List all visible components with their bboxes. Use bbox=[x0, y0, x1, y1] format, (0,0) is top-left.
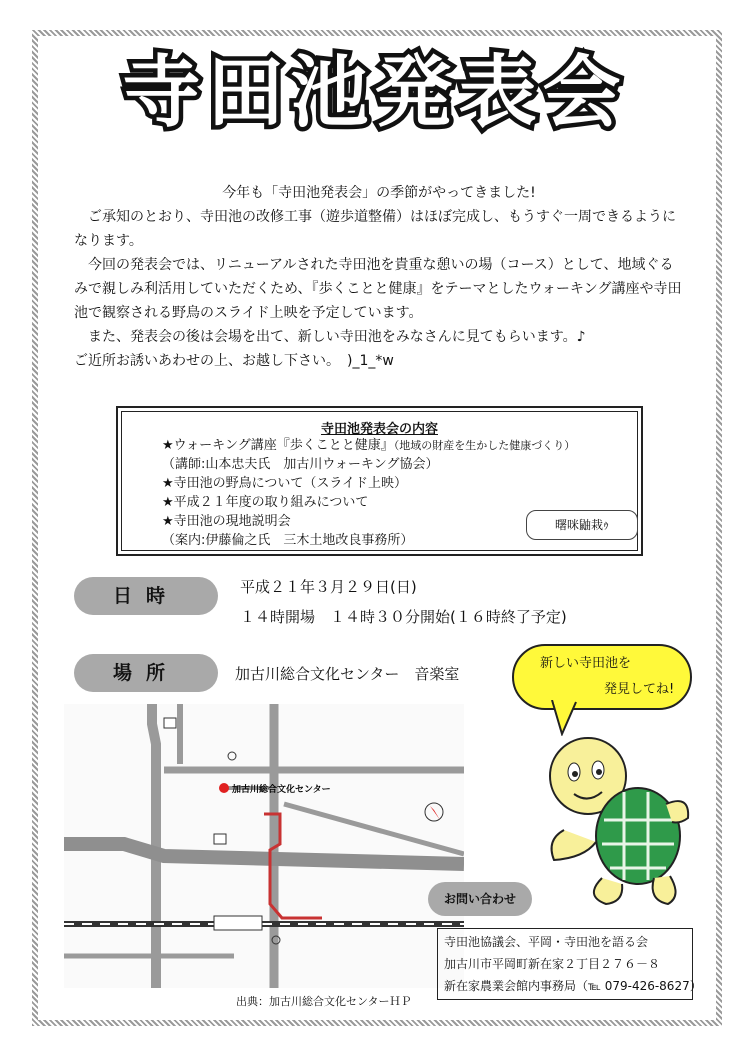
intro-para3: また、発表会の後は会場を出て、新しい寺田池をみなさんに見てもらいます。♪ bbox=[88, 329, 586, 345]
bubble-line1: 新しい寺田池を bbox=[540, 656, 632, 671]
program-item-1-sub: （講師:山本忠夫氏 加古川ウォーキング協会） bbox=[162, 457, 439, 472]
intro-line1: 今年も「寺田池発表会」の季節がやってきました! bbox=[222, 185, 536, 201]
contact-line3: 新在家農業会館内事務局（℡ 079-426-8627） bbox=[444, 979, 702, 993]
event-date: 平成２１年３月２９日(日) bbox=[240, 578, 417, 596]
contact-box bbox=[437, 928, 702, 1000]
program-item-4-sub: （案内:伊藤倫之氏 三木土地改良事務所） bbox=[162, 533, 414, 548]
school-icon bbox=[164, 718, 176, 728]
map-venue-label: 加古川総合文化センター bbox=[232, 785, 331, 795]
program-box-inner bbox=[121, 411, 638, 551]
stamp-label: 曙咪鼬栽ｩ bbox=[526, 510, 638, 540]
intro-text bbox=[74, 181, 684, 373]
station-box bbox=[214, 916, 262, 930]
access-map bbox=[64, 704, 464, 988]
contact-line2: 加古川市平岡町新在家２丁目２７６－８ bbox=[444, 957, 661, 971]
program-item-1-note: （地域の財産を生かした健康づくり） bbox=[393, 439, 576, 452]
program-item-3: ★平成２１年度の取り組みについて bbox=[162, 495, 369, 510]
venue-marker bbox=[219, 783, 229, 793]
program-title: 寺田池発表会の内容 bbox=[320, 422, 438, 437]
program-box bbox=[116, 406, 643, 556]
event-time: １４時開場 １４時３０分開始(１６時終了予定) bbox=[240, 608, 567, 626]
page-title: 寺田池発表会 bbox=[122, 48, 627, 138]
program-item-4: ★寺田池の現地説明会 bbox=[162, 514, 291, 529]
program-item-1 bbox=[162, 436, 575, 455]
program-item-2: ★寺田池の野鳥について（スライド上映） bbox=[162, 476, 408, 491]
program-item-1-text: ★ウォーキング講座『歩くことと健康』 bbox=[162, 438, 394, 453]
program-items bbox=[162, 436, 575, 550]
bubble-line2: 発見してね! bbox=[604, 682, 675, 697]
place-label: 場所 bbox=[74, 654, 218, 692]
intro-para2: 今回の発表会では、リニューアルされた寺田池を貴重な憩いの場（コース）として、地域ぐるみで親しみ利活用していただくため、『歩くことと健康』をテーマとしたウォーキング講座や寺田池で観察される野鳥のスライド上映を予定しています。 bbox=[74, 257, 682, 321]
contact-line1: 寺田池協議会、平岡・寺田池を語る会 bbox=[444, 935, 649, 949]
turtle-mascot-illustration bbox=[544, 720, 694, 910]
intro-para4: ご近所お誘いあわせの上、お越し下さい。 )_1_*w bbox=[74, 353, 394, 369]
intro-para1: ご承知のとおり、寺田池の改修工事（遊歩道整備）はほぼ完成し、もうすぐ一周できるようになります。 bbox=[74, 209, 676, 249]
school-icon bbox=[214, 834, 226, 844]
map-credit: 出典：加古川総合文化センターＨＰ bbox=[236, 995, 412, 1008]
contact-label: お問い合わせ bbox=[428, 882, 532, 916]
event-venue: 加古川総合文化センター 音楽室 bbox=[235, 665, 460, 683]
datetime-label: 日時 bbox=[74, 577, 218, 615]
